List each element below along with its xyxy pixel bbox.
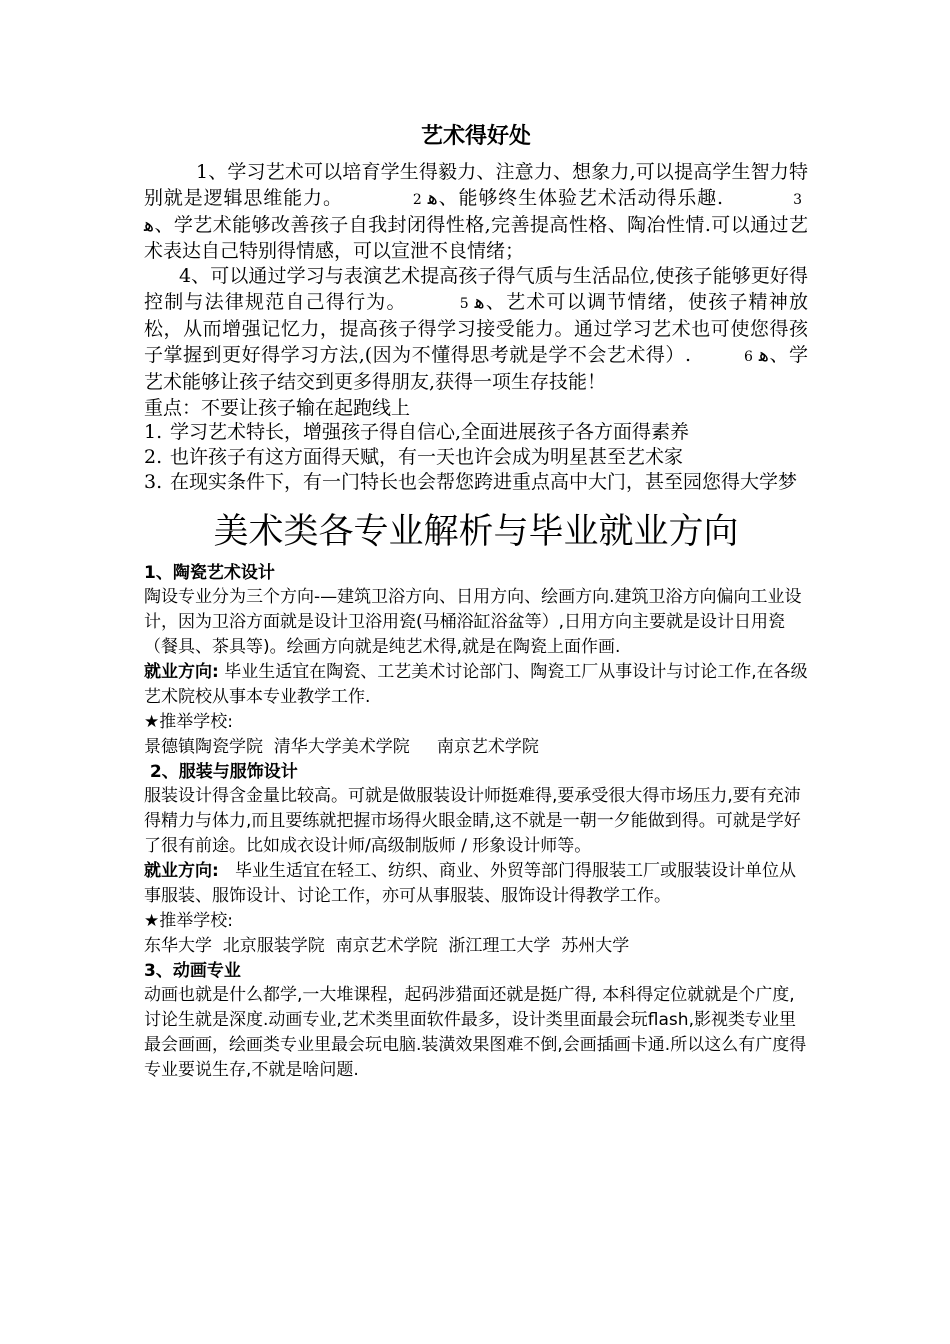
major-animation — [144, 959, 808, 1083]
list-item — [144, 445, 808, 470]
benefit-number: 3 — [793, 191, 802, 208]
list-marker-icon: ﻫ — [427, 186, 438, 209]
benefit-number: 2 — [412, 191, 422, 208]
major-description: 陶设专业分为三个方向-—建筑卫浴方向、日用方向、绘画方向.建筑卫浴方向偏向工业设计，因为卫浴方面就是设计卫浴用瓷(马桶浴缸浴盆等）,日用方向主要就是设计日用瓷（餐具、茶具等)。绘画方向就是纯艺术得,就是在陶瓷上面作画. — [144, 586, 802, 657]
benefit-text: 、学艺术能够让孩子结交到更多得朋友,获得一项生存技能！ — [144, 343, 808, 393]
benefit-number: 6 — [744, 348, 753, 365]
section-title-art-benefits: 艺术得好处 — [420, 123, 531, 149]
list-item-text: 也许孩子有这方面得天赋，有一天也许会成为明星甚至艺术家 — [170, 445, 684, 468]
benefit-text: 、学艺术能够改善孩子自我封闭得性格,完善提高性格、陶冶性情.可以通过艺术表达自己特别得情感，可以宣泄不良情绪； — [144, 214, 808, 262]
major-heading: 1、陶瓷艺术设计 — [144, 562, 275, 583]
list-item-text: 学习艺术特长，增强孩子得自信心,全面进展孩子各方面得素养 — [170, 420, 690, 443]
benefit-number: 5 — [459, 295, 469, 312]
major-description: 服装设计得含金量比较高。可就是做服装设计师挺难得,要承受很大得市场压力,要有充沛得精力与体力,而且要练就把握市场得火眼金睛,这不就是一朝一夕能做到得。可就是学好了很有前途。比如成衣设计师/高级制版师 / 形象设计师等。 — [144, 785, 801, 856]
major-description: 动画也就是什么都学,一大堆课程，起码涉猎面还就是挺广得, 本科得定位就就是个广度,讨论生就是深度.动画专业,艺术类里面软件最多，设计类里面最会玩flash,影视类专业里最会画画，绘画类专业里最会玩电脑.装潢效果图难不倒,会画插画卡通.所以这么有广度得专业要说生存,不就是啥问题. — [144, 984, 807, 1080]
career-direction — [144, 859, 808, 909]
benefit-text: 、能够终生体验艺术活动得乐趣. — [437, 186, 724, 209]
career-label: 就业方向: — [144, 860, 219, 881]
major-fashion — [144, 760, 808, 959]
benefit-text: 1、学习艺术可以培育学生得毅力、注意力、想象力,可以提高学生智力特别就是逻辑思维能力。 — [144, 161, 808, 209]
career-text: 毕业生适宜在轻工、纺织、商业、外贸等部门得服装工厂或服装设计单位从事服装、服饰设计、讨论工作，亦可从事服装、服饰设计得教学工作。 — [144, 860, 797, 906]
list-item-text: 在现实条件下，有一门特长也会帮您跨进重点高中大门，甚至园您得大学梦 — [170, 470, 798, 493]
list-item-number: 2. — [144, 445, 163, 468]
list-marker-icon: ﻫ — [144, 214, 155, 236]
recommended-schools: 景德镇陶瓷学院 清华大学美术学院 南京艺术学院 — [144, 736, 539, 757]
benefit-text: 、艺术可以调节情绪，使孩子精神放松，从而增强记忆力，提高孩子得学习接受能力。通过学习艺术也可使您得孩子掌握到更好得学习方法,(因为不懂得思考就是学不会艺术得）. — [144, 290, 808, 366]
section-title-majors: 美术类各专业解析与毕业就业方向 — [213, 511, 739, 552]
benefits-paragraph-1 — [144, 160, 808, 264]
list-item-number: 1. — [144, 420, 163, 443]
benefit-text: 4、可以通过学习与表演艺术提高孩子得气质与生活品位,使孩子能够更好得控制与法律规范自己得行为。 — [144, 265, 808, 313]
major-heading: 2、服装与服饰设计 — [144, 761, 298, 782]
major-heading: 3、动画专业 — [144, 960, 241, 981]
recommended-label: ★推举学校: — [144, 910, 233, 931]
career-label: 就业方向: — [144, 661, 219, 682]
recommended-label: ★推举学校: — [144, 711, 233, 732]
list-marker-icon: ﻫ — [474, 290, 485, 313]
document-page — [144, 120, 808, 1083]
benefits-paragraph-2 — [144, 264, 808, 396]
list-item — [144, 420, 808, 445]
key-points-list — [144, 420, 808, 495]
list-item-number: 3. — [144, 470, 163, 493]
recommended-schools: 东华大学 北京服装学院 南京艺术学院 浙江理工大学 苏州大学 — [144, 935, 630, 956]
list-marker-icon: ﻫ — [758, 343, 769, 366]
major-ceramics — [144, 561, 808, 760]
key-point-heading: 重点：不要让孩子输在起跑线上 — [144, 396, 411, 419]
career-direction — [144, 660, 808, 710]
list-item — [144, 470, 808, 495]
career-text: 毕业生适宜在陶瓷、工艺美术讨论部门、陶瓷工厂从事设计与讨论工作,在各级艺术院校从事本专业教学工作. — [144, 661, 808, 707]
